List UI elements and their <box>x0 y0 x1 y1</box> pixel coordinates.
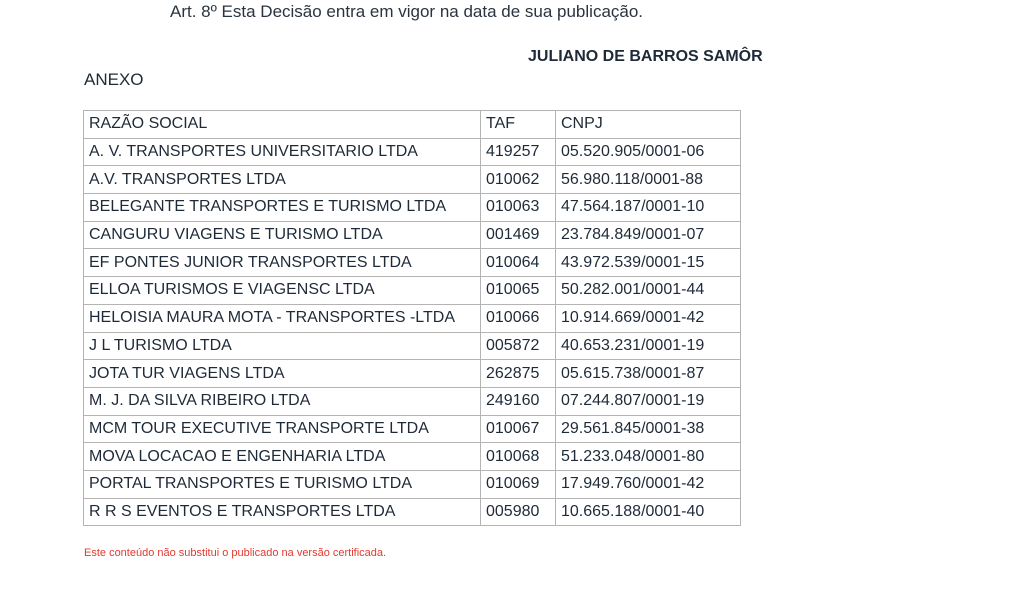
cell-cnpj: 43.972.539/0001-15 <box>556 249 741 277</box>
signer-name: JULIANO DE BARROS SAMÔR <box>528 48 763 65</box>
cell-cnpj: 56.980.118/0001-88 <box>556 166 741 194</box>
table-row <box>84 277 741 305</box>
cell-razao-social: PORTAL TRANSPORTES E TURISMO LTDA <box>84 470 481 498</box>
table-row <box>84 415 741 443</box>
cell-taf: 249160 <box>481 387 556 415</box>
cell-razao-social: J L TURISMO LTDA <box>84 332 481 360</box>
table-row <box>84 470 741 498</box>
cell-razao-social: M. J. DA SILVA RIBEIRO LTDA <box>84 387 481 415</box>
article-text: Art. 8º Esta Decisão entra em vigor na data de sua publicação. <box>170 2 644 21</box>
cell-taf: 010062 <box>481 166 556 194</box>
cell-taf: 010068 <box>481 443 556 471</box>
header-razao-social: RAZÃO SOCIAL <box>84 111 481 139</box>
cell-taf: 010066 <box>481 304 556 332</box>
cell-razao-social: MOVA LOCACAO E ENGENHARIA LTDA <box>84 443 481 471</box>
header-row <box>84 111 741 139</box>
cell-taf: 262875 <box>481 360 556 388</box>
cell-cnpj: 10.914.669/0001-42 <box>556 304 741 332</box>
cell-taf: 010063 <box>481 194 556 222</box>
table-row <box>84 138 741 166</box>
table-row <box>84 387 741 415</box>
footer-disclaimer: Este conteúdo não substitui o publicado na versão certificada. <box>84 547 387 559</box>
annex-table <box>83 110 741 526</box>
cell-cnpj: 07.244.807/0001-19 <box>556 387 741 415</box>
header-cnpj: CNPJ <box>556 111 741 139</box>
cell-cnpj: 05.615.738/0001-87 <box>556 360 741 388</box>
cell-cnpj: 51.233.048/0001-80 <box>556 443 741 471</box>
table-row <box>84 194 741 222</box>
annex-label: ANEXO <box>84 70 144 89</box>
cell-taf: 005980 <box>481 498 556 526</box>
cell-cnpj: 10.665.188/0001-40 <box>556 498 741 526</box>
cell-cnpj: 17.949.760/0001-42 <box>556 470 741 498</box>
cell-razao-social: EF PONTES JUNIOR TRANSPORTES LTDA <box>84 249 481 277</box>
table-row <box>84 332 741 360</box>
cell-razao-social: BELEGANTE TRANSPORTES E TURISMO LTDA <box>84 194 481 222</box>
table-row <box>84 221 741 249</box>
annex-table-header <box>84 111 741 139</box>
cell-taf: 010065 <box>481 277 556 305</box>
table-row <box>84 166 741 194</box>
cell-taf: 419257 <box>481 138 556 166</box>
cell-taf: 010067 <box>481 415 556 443</box>
cell-taf: 010064 <box>481 249 556 277</box>
cell-cnpj: 05.520.905/0001-06 <box>556 138 741 166</box>
table-row <box>84 443 741 471</box>
cell-cnpj: 40.653.231/0001-19 <box>556 332 741 360</box>
cell-cnpj: 47.564.187/0001-10 <box>556 194 741 222</box>
cell-razao-social: MCM TOUR EXECUTIVE TRANSPORTE LTDA <box>84 415 481 443</box>
cell-razao-social: A.V. TRANSPORTES LTDA <box>84 166 481 194</box>
table-row <box>84 360 741 388</box>
cell-razao-social: R R S EVENTOS E TRANSPORTES LTDA <box>84 498 481 526</box>
cell-cnpj: 50.282.001/0001-44 <box>556 277 741 305</box>
cell-taf: 010069 <box>481 470 556 498</box>
cell-cnpj: 23.784.849/0001-07 <box>556 221 741 249</box>
cell-razao-social: A. V. TRANSPORTES UNIVERSITARIO LTDA <box>84 138 481 166</box>
cell-razao-social: CANGURU VIAGENS E TURISMO LTDA <box>84 221 481 249</box>
cell-cnpj: 29.561.845/0001-38 <box>556 415 741 443</box>
cell-razao-social: ELLOA TURISMOS E VIAGENSC LTDA <box>84 277 481 305</box>
table-row <box>84 304 741 332</box>
cell-razao-social: HELOISIA MAURA MOTA - TRANSPORTES -LTDA <box>84 304 481 332</box>
annex-table-body <box>84 138 741 526</box>
header-taf: TAF <box>481 111 556 139</box>
cell-razao-social: JOTA TUR VIAGENS LTDA <box>84 360 481 388</box>
cell-taf: 001469 <box>481 221 556 249</box>
table-row <box>84 498 741 526</box>
table-row <box>84 249 741 277</box>
cell-taf: 005872 <box>481 332 556 360</box>
